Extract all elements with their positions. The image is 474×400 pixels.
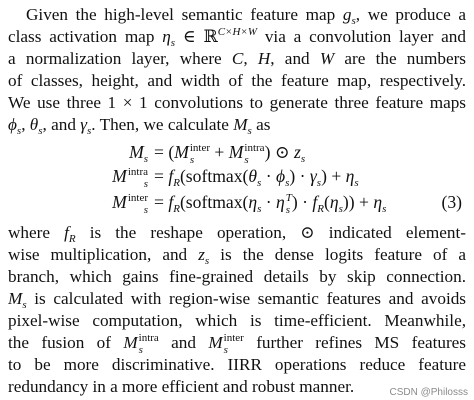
text-line: the fusion of M intra s and M inter s further refines MS features: [8, 332, 466, 357]
text-line: $\phi_s$, $\theta_s$, and $\gamma_s$. Then, we calculate $M_s$ as: [8, 115, 271, 137]
text-line: pixel-wise computation, which is time-efficient. Meanwhile,: [8, 311, 466, 330]
text-line: a normalization layer, where C, H, and W are the numbers: [8, 49, 466, 68]
text-line: redundancy in a more efficient and robust manner.: [8, 377, 355, 396]
equation-1-rhs: = (M inter s + M intra s ) ⊙ $z_s$: [154, 141, 306, 166]
equation-3-lhs: M inter s: [112, 191, 148, 216]
equation-1-lhs: $M_s$: [129, 142, 148, 165]
text-line: branch, which gains fine-grained details by skip connection.: [8, 267, 466, 286]
equation-2-rhs: = $f_R(softmax(\theta_s \cdot \phi_s) \cdot \gamma_s) + \eta_s$: [154, 166, 359, 189]
equation-3-rhs: = $f_R(softmax(\eta_s \cdot \eta$ T s ) · $f_R(\eta_s)) + \eta_s$: [154, 191, 387, 216]
text-line: We use three 1 × 1 convolutions to generate three feature maps: [8, 93, 466, 112]
text-line: wise multiplication, and $z_s$ is the dense logits feature of a: [8, 245, 466, 267]
text-line: $M_s$ is calculated with region-wise semantic features and avoids: [8, 289, 466, 311]
watermark: CSDN @Philosss: [389, 387, 468, 398]
text-line: where $f_R$ is the reshape operation, ⊙ indicated element-: [8, 223, 466, 245]
text-line: class activation map $\eta_s$ ∈ ℝ$^{C\times H\times W}$ via a convolution layer and: [8, 26, 466, 49]
equation-number: (3): [441, 192, 462, 212]
equation-2-lhs: M intra s: [112, 165, 148, 190]
text-line: Given the high-level semantic feature map $g_s$, we produce a: [26, 5, 466, 27]
text-line: of classes, height, and width of the feature map, respectively.: [8, 71, 466, 90]
text-line: to be more discriminative. IIRR operations reduce feature: [8, 355, 466, 374]
